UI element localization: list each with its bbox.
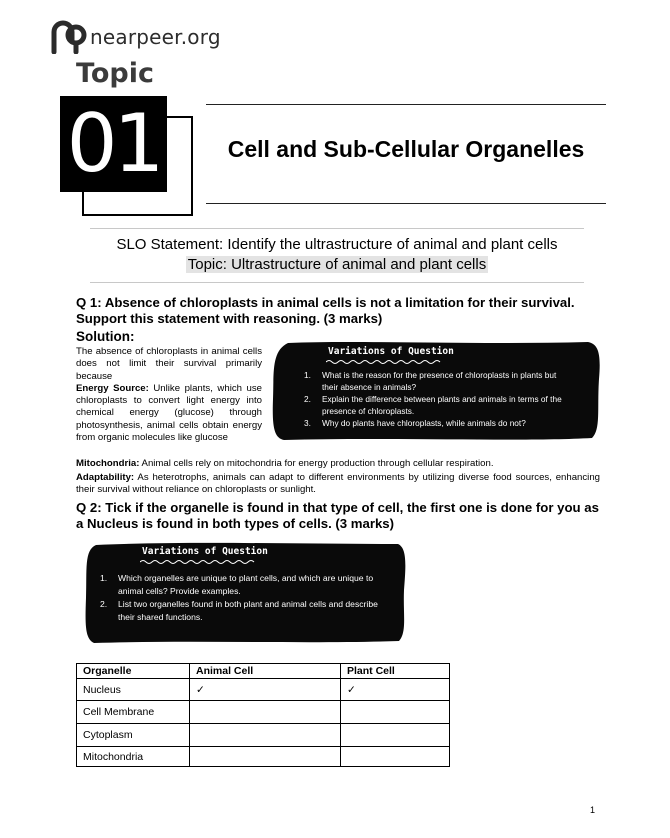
nearpeer-logo-icon — [50, 20, 88, 54]
title-top-rule — [206, 104, 606, 105]
mitochondria-text: Animal cells rely on mitochondria for energy production through cellular respiration. — [139, 458, 494, 469]
tick-cell[interactable] — [190, 724, 341, 747]
topic-label: Topic — [76, 58, 154, 89]
adaptability-text: As heterotrophs, animals can adapt to different environments by utilizing diverse food sources, enhancing their survival without reliance on chloroplasts or sunlight. — [76, 472, 600, 496]
nearpeer-logo — [50, 20, 221, 54]
slo-statement: SLO Statement: Identify the ultrastructure of animal and plant cells — [116, 236, 558, 253]
question-1: Q 1: Absence of chloroplasts in animal cells is not a limitation for their survival. Support this statement with reasoning. (3 marks) — [76, 295, 575, 326]
slo-top-rule — [90, 228, 584, 229]
table-row — [77, 679, 450, 701]
table-row — [77, 701, 450, 724]
energy-source-label: Energy Source: — [76, 382, 149, 394]
page-title: Cell and Sub-Cellular Organelles — [227, 136, 585, 162]
variations-box-1 — [270, 339, 602, 443]
variations-2-list — [100, 572, 390, 624]
variations-2-underline — [140, 559, 258, 565]
page-number: 1 — [590, 805, 596, 815]
tick-cell[interactable] — [341, 724, 450, 747]
topic-number: 01 — [60, 96, 167, 192]
slo-topic-line: Topic: Ultrastructure of animal and plant cells — [187, 256, 487, 273]
variations-2-item: 1. Which organelles are unique to plant cells, and which are unique to animal cells? Provide examples. — [100, 573, 374, 596]
question-2: Q 2: Tick if the organelle is found in that type of cell, the first one is done for you as a Nucleus is found in both types of cells. (3 marks) — [76, 500, 599, 531]
solution-paragraph-intro — [76, 346, 262, 444]
table-header: Organelle — [77, 664, 190, 679]
variations-2-item: 2. List two organelles found in both plant and animal cells and describe their shared functions. — [100, 599, 378, 622]
title-bottom-rule — [206, 203, 606, 204]
variations-1-title: Variations of Question — [328, 346, 454, 357]
variations-1-item: 2. Explain the difference between plants and animals in terms of the presence of chloroplasts. — [304, 394, 562, 416]
variations-2-title: Variations of Question — [142, 546, 268, 557]
mitochondria-label: Mitochondria: — [76, 458, 140, 469]
tick-cell[interactable] — [190, 747, 341, 767]
table-cell: Nucleus — [77, 679, 190, 701]
table-header-row — [77, 664, 450, 679]
variations-box-2 — [82, 540, 408, 646]
table-row — [77, 747, 450, 767]
tick-cell[interactable] — [190, 701, 341, 724]
table-row — [77, 724, 450, 747]
adaptability-label: Adaptability: — [76, 472, 135, 483]
variations-1-underline — [326, 359, 444, 365]
solution-paragraph-mitochondria — [76, 458, 600, 470]
organelle-table — [76, 663, 450, 767]
table-header: Animal Cell — [190, 664, 341, 679]
tick-cell[interactable]: ✓ — [190, 679, 341, 701]
solution-intro-text: The absence of chloroplasts in animal cells does not limit their survival primarily because — [76, 346, 262, 382]
slo-bottom-rule — [90, 282, 584, 283]
variations-1-list — [304, 370, 574, 431]
energy-source-text: Unlike plants, which use chloroplasts to convert light energy into chemical energy (glucose) through photosynthesis, animal cells obtain energy from organic molecules like glucose — [76, 382, 262, 444]
table-cell: Mitochondria — [77, 747, 190, 767]
slo-topic-wrap — [70, 256, 604, 273]
logo-text: nearpeer.org — [90, 25, 221, 49]
tick-cell[interactable] — [341, 701, 450, 724]
tick-cell[interactable]: ✓ — [341, 679, 450, 701]
tick-cell[interactable] — [341, 747, 450, 767]
table-header: Plant Cell — [341, 664, 450, 679]
solution-paragraph-adaptability — [76, 472, 600, 497]
solution-label: Solution: — [76, 329, 135, 344]
table-cell: Cytoplasm — [77, 724, 190, 747]
variations-1-item: 1. What is the reason for the presence of chloroplasts in plants but their absence in animals? — [304, 370, 557, 392]
variations-1-item: 3. Why do plants have chloroplasts, while animals do not? — [304, 418, 526, 428]
table-cell: Cell Membrane — [77, 701, 190, 724]
